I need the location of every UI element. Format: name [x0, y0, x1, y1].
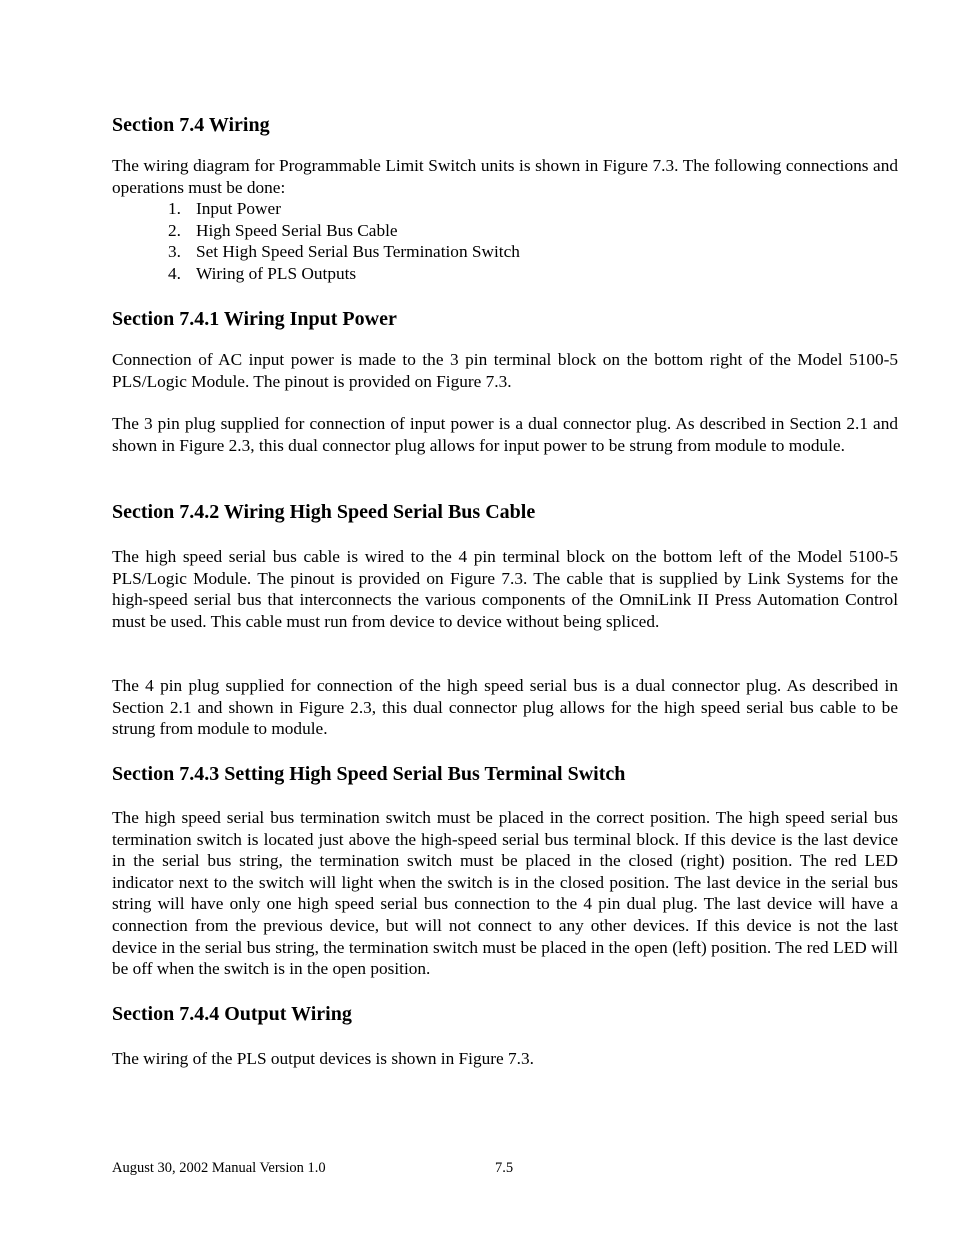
list-item	[112, 263, 898, 285]
paragraph: Connection of AC input power is made to the 3 pin terminal block on the bottom right of the Model 5100-5 PLS/Logic Module. The pinout is provided on Figure 7.3.	[112, 350, 898, 391]
section-heading: Section 7.4 Wiring	[112, 114, 270, 136]
list-number: 3.	[168, 242, 181, 262]
list-text: High Speed Serial Bus Cable	[196, 220, 398, 240]
list-text: Wiring of PLS Outputs	[196, 263, 357, 283]
paragraph: The wiring diagram for Programmable Limit Switch units is shown in Figure 7.3. The following connections and operations must be done:	[112, 156, 898, 197]
list-number: 2.	[168, 220, 181, 240]
paragraph: The wiring of the PLS output devices is shown in Figure 7.3.	[112, 1049, 534, 1068]
list-item	[112, 220, 898, 242]
section-heading: Section 7.4.4 Output Wiring	[112, 1003, 352, 1025]
numbered-list	[112, 198, 898, 284]
section-heading: Section 7.4.3 Setting High Speed Serial Bus Terminal Switch	[112, 763, 626, 785]
paragraph: The 4 pin plug supplied for connection of the high speed serial bus is a dual connector plug. As described in Section 2.1 and shown in Figure 2.3, this dual connector plug allows for the high speed serial bus cable to be strung from module to module.	[112, 676, 898, 739]
paragraph: The 3 pin plug supplied for connection of input power is a dual connector plug. As described in Section 2.1 and shown in Figure 2.3, this dual connector plug allows for input power to be strung from module to module.	[112, 414, 898, 455]
section-heading: Section 7.4.1 Wiring Input Power	[112, 308, 397, 330]
footer-date-version: August 30, 2002 Manual Version 1.0	[112, 1160, 326, 1176]
list-item	[112, 241, 898, 263]
list-number: 4.	[168, 263, 181, 283]
paragraph: The high speed serial bus termination switch must be placed in the correct position. The high speed serial bus termination switch is located just above the high-speed serial bus terminal block. If this device is the last device in the serial bus string, the termination switch must be placed in the closed (right) position. The red LED indicator next to the switch will light when the switch is in the closed position. The last device in the serial bus string will have only one high speed serial bus connection to the 4 pin dual plug. The last device will have a connection from the previous device, but will not connect to any other devices. If this device is not the last device in the serial bus string, the termination switch must be placed in the open (left) position. The red LED will be off when the switch is in the open position.	[112, 808, 898, 979]
list-item	[112, 198, 898, 220]
list-text: Set High Speed Serial Bus Termination Switch	[196, 242, 520, 262]
list-text: Input Power	[196, 199, 281, 218]
list-number: 1.	[168, 199, 181, 218]
section-heading: Section 7.4.2 Wiring High Speed Serial Bus Cable	[112, 501, 536, 523]
footer-page-number: 7.5	[495, 1160, 514, 1176]
paragraph: The high speed serial bus cable is wired to the 4 pin terminal block on the bottom left of the Model 5100-5 PLS/Logic Module. The pinout is provided on Figure 7.3. The cable that is supplied by Link Systems for the high-speed serial bus that interconnects the various components of the OmniLink II Press Automation Control must be used. This cable must run from device to device without being spliced.	[112, 547, 898, 631]
